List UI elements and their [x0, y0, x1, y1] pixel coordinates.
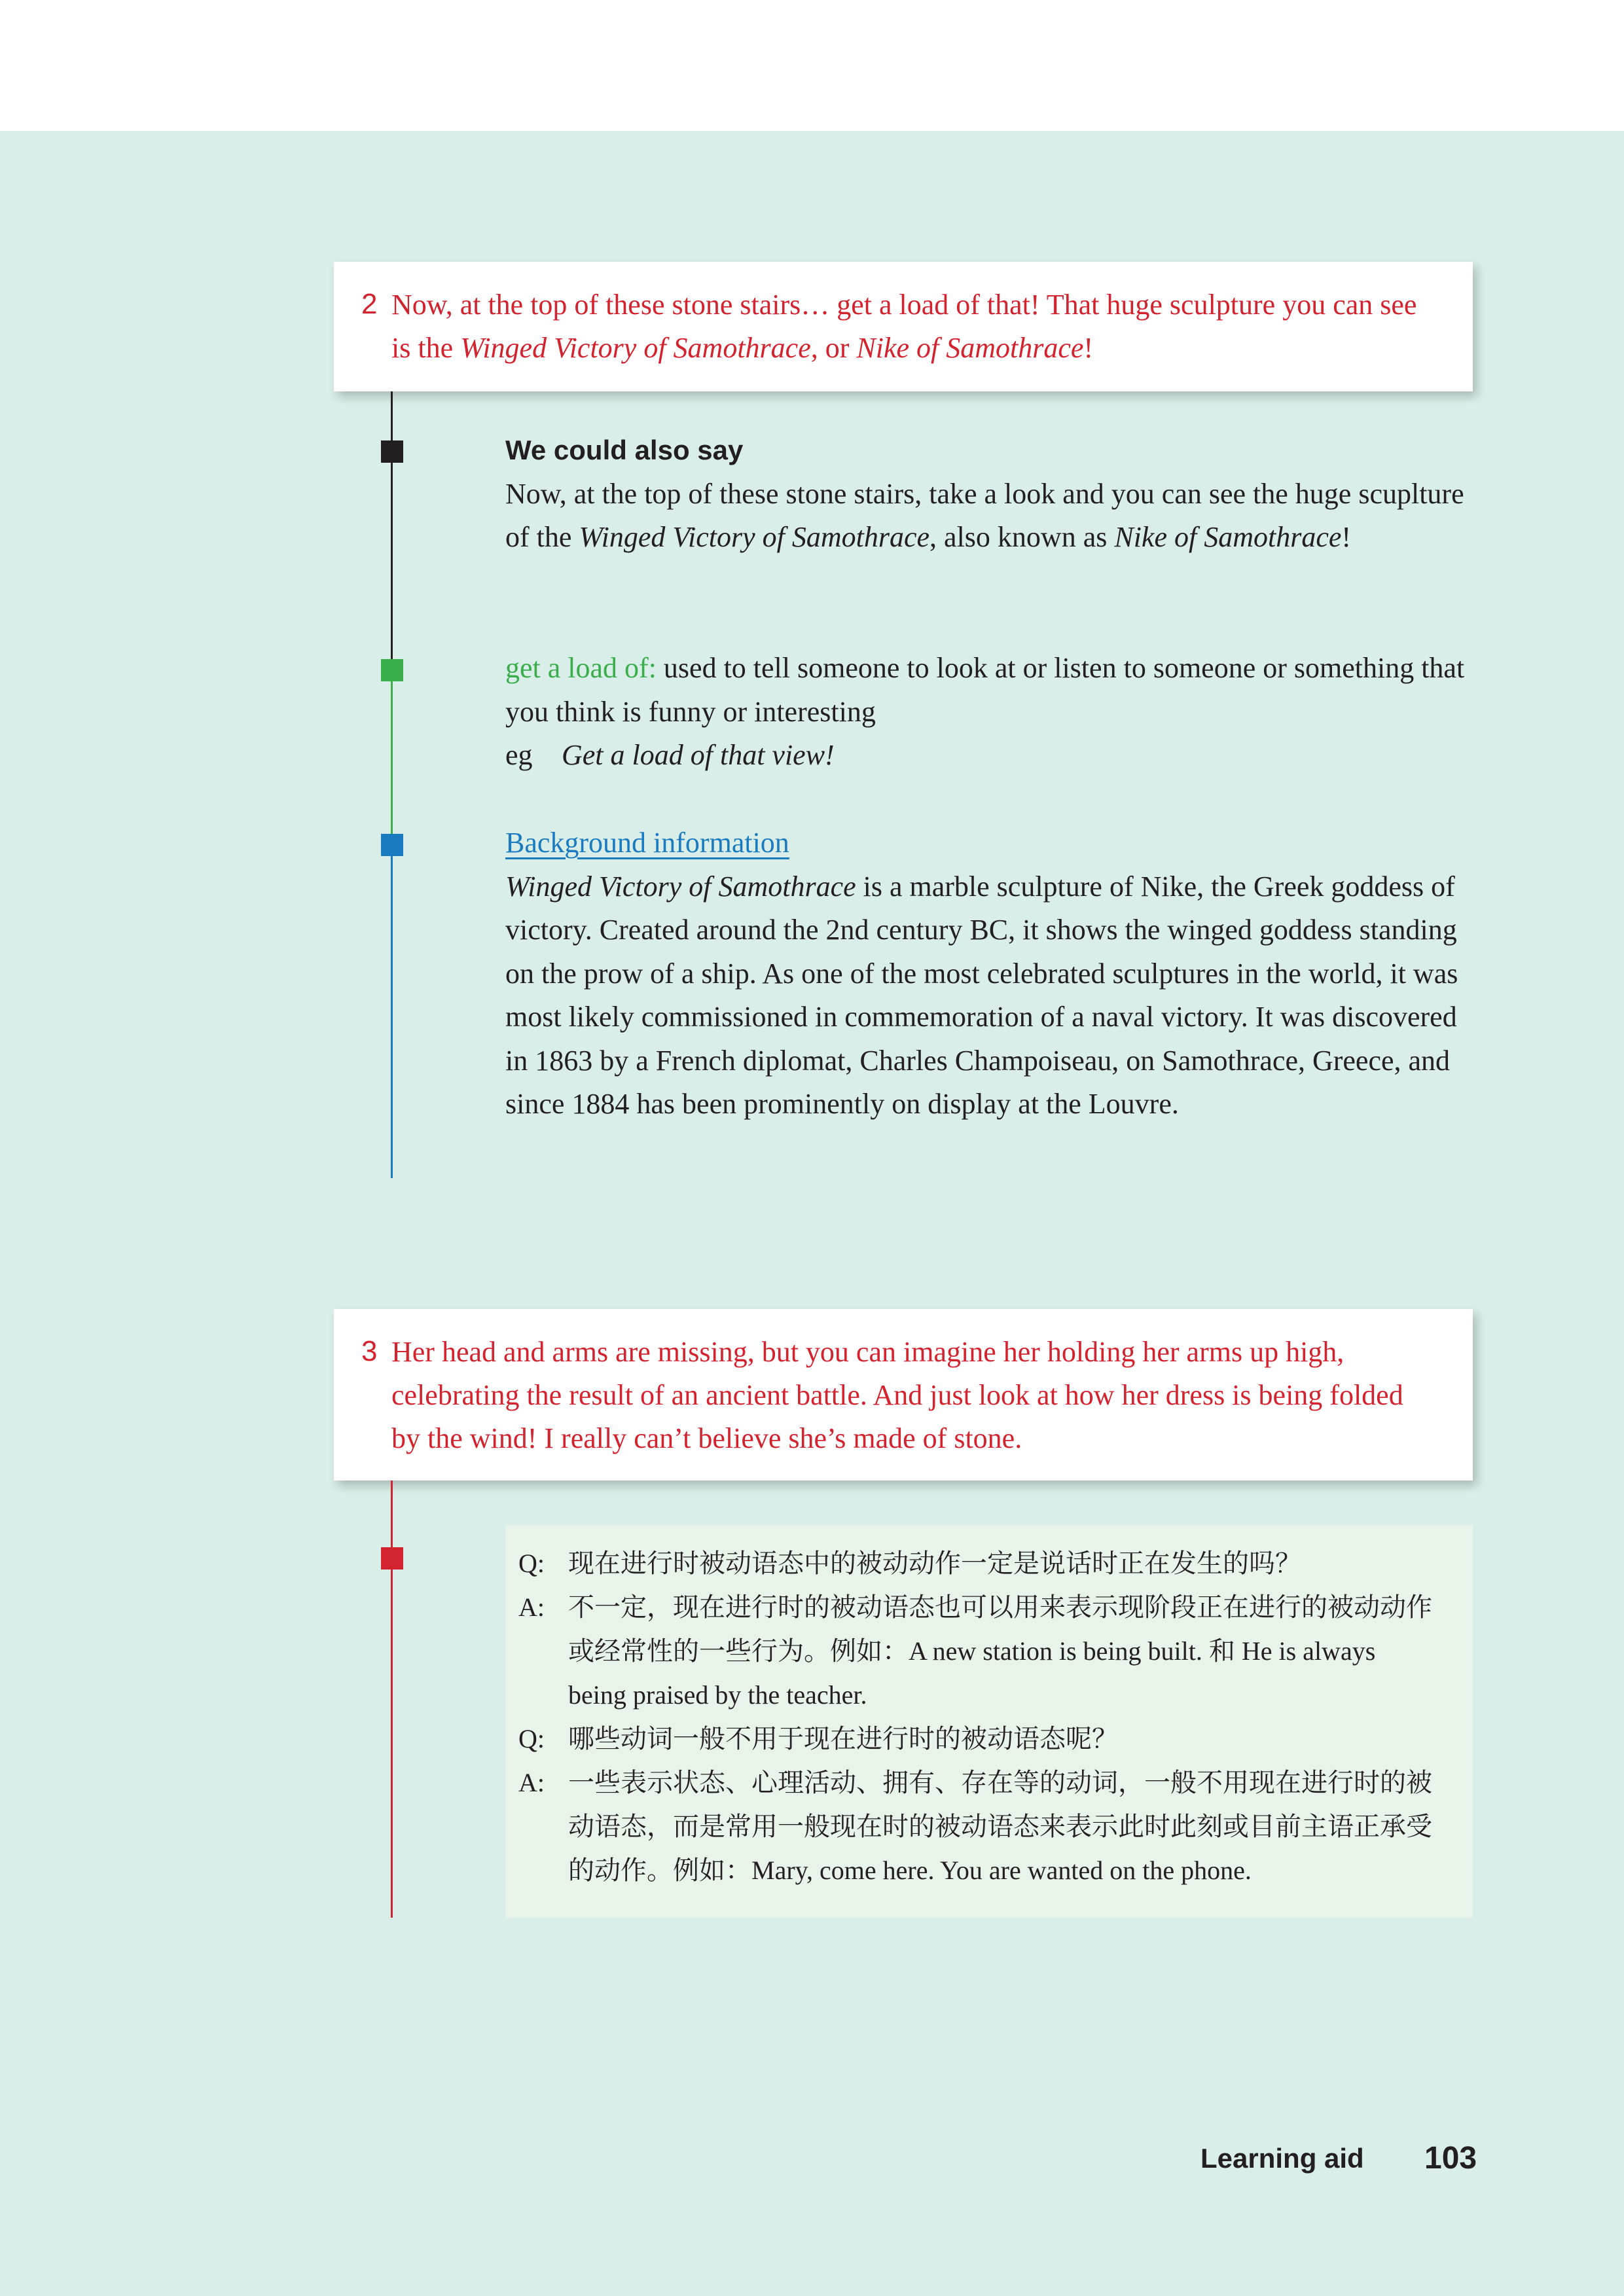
connector-line-green [391, 669, 393, 844]
vocab-example: eg Get a load of that view! [505, 739, 835, 771]
qa-row: A: 不一定，现在进行时的被动语态也可以用来表示现阶段正在进行的被动动作或经常性的一些行为。例如：A new station is being built. 和 He is always being praised by the teacher. [518, 1592, 1432, 1710]
dialogue-text: Her head and arms are missing, but you can imagine her holding her arms up high, celebrating the result of an ancient battle. And just look at how her dress is being folded by the wind! I really can’t believe she’s made of stone. [391, 1336, 1403, 1454]
dialogue-box-2 [334, 262, 1473, 391]
black-square-marker [381, 440, 403, 463]
qa-row: Q: 现在进行时被动语态中的被动动作一定是说话时正在发生的吗？ [518, 1549, 1301, 1578]
qa-row: Q: 哪些动词一般不用于现在进行时的被动语态呢？ [518, 1724, 1118, 1753]
blue-square-marker [381, 834, 403, 856]
qa-row: A: 一些表示状态、心理活动、拥有、存在等的动词，一般不用现在进行时的被动语态，而是常用一般现在时的被动语态来表示此时此刻或目前主语正承受的动作。例如：Mary, come here. You are wanted on the phone. [518, 1768, 1432, 1885]
footer-section-label: Learning aid [1200, 2143, 1364, 2174]
vocab-definition: get a load of: used to tell someone to look at or listen to someone or something that you think is funny or interesting [505, 652, 1465, 728]
connector-line-red [391, 1480, 393, 1918]
also-say-text: Now, at the top of these stone stairs, take a look and you can see the huge scuplture of the Winged Victory of Samothrace, also known as Nike of Samothrace! [505, 477, 1464, 553]
background-text: Winged Victory of Samothrace is a marble sculpture of Nike, the Greek goddess of victory. Created around the 2nd century BC, it shows the winged goddess standing on the prow of a ship. As one of the most celebrated sculptures in the world, it was most likely commissioned in commemoration of a naval victory. It was discovered in 1863 by a French diplomat, Charles Champoiseau, on Samothrace, Greece, and since 1884 has been prominently on display at the Louvre. [505, 870, 1458, 1120]
green-square-marker [381, 659, 403, 681]
also-say-section [505, 429, 1474, 560]
red-square-marker [381, 1547, 403, 1570]
also-say-heading: We could also say [505, 435, 744, 465]
grammar-qa-panel [505, 1525, 1473, 1918]
page-number: 103 [1424, 2141, 1477, 2176]
dialogue-number: 2 [361, 288, 378, 320]
dialogue-number: 3 [361, 1335, 378, 1367]
vocab-term: get a load of: [505, 652, 657, 684]
background-section [505, 821, 1474, 1126]
background-heading: Background information [505, 827, 789, 859]
dialogue-box-3 [334, 1309, 1473, 1480]
dialogue-text: Now, at the top of these stone stairs… get a load of that! That huge sculpture you can see is the Winged Victory of Samothrace, or Nike of Samothrace! [391, 289, 1417, 364]
vocab-section [505, 647, 1474, 778]
connector-line-blue [391, 844, 393, 1178]
connector-line-dark [391, 391, 393, 669]
